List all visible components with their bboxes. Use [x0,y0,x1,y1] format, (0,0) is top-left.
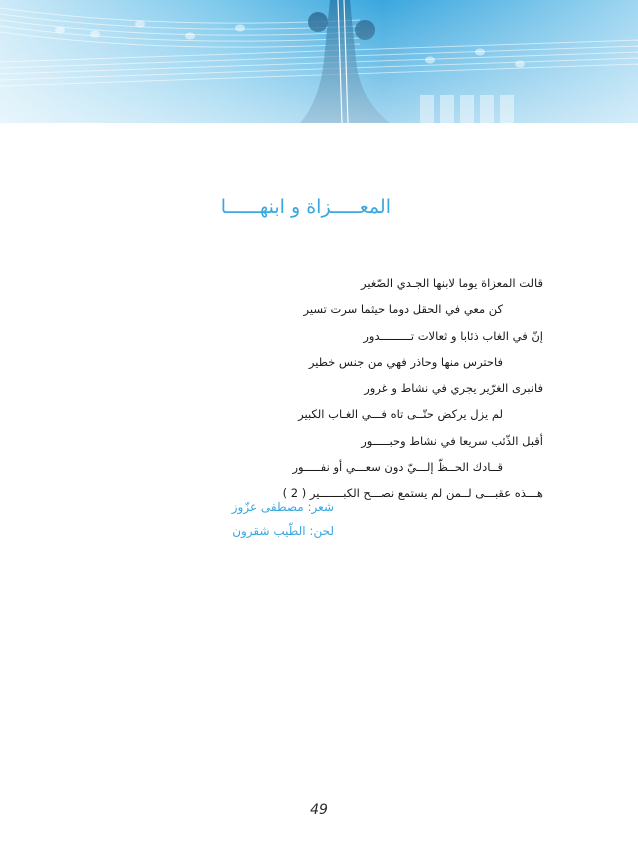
page-number: 49 [310,802,328,818]
poem-verses [73,270,543,507]
header-banner [0,0,638,123]
lyrics-credit: شعر: مصطفى عزّوز [231,500,334,514]
poem-title: المعـــــزاة و ابنهــــــا [220,196,391,218]
verse-line: كن معي في الحقل دوما حيثما سرت تسير [303,302,503,317]
verse-line: أقبل الذّئب سريعا في نشاط وحبـــــور [361,433,543,448]
violin-sheet-music-image [0,0,638,123]
verse-line: فانبرى الغرّير يجري في نشاط و غرور [364,381,543,396]
verse-line: قــادك الحــظّ إلـــيّ دون سعـــي أو نفـــــور [292,460,503,475]
verse-line: قالت المعزاة يوما لابنها الجـدي الصّغير [361,276,543,290]
verse-line: هـــذه عقبـــى لــمن لم يستمع نصـــح الكبـــــــير ( 2 ) [282,486,543,501]
verse-line: إنّ في الغاب ذئابا و ثعالات تـــــــــدور [363,328,543,343]
credits [232,495,334,543]
verse-line: فاحترس منها وحاذر فهي من جنس خطير [308,354,503,369]
verse-line: لم يزل يركض حتّــى تاه فـــي الغـاب الكبير [298,407,503,422]
music-credit: لحن: الطّيب شقرون [232,524,334,538]
